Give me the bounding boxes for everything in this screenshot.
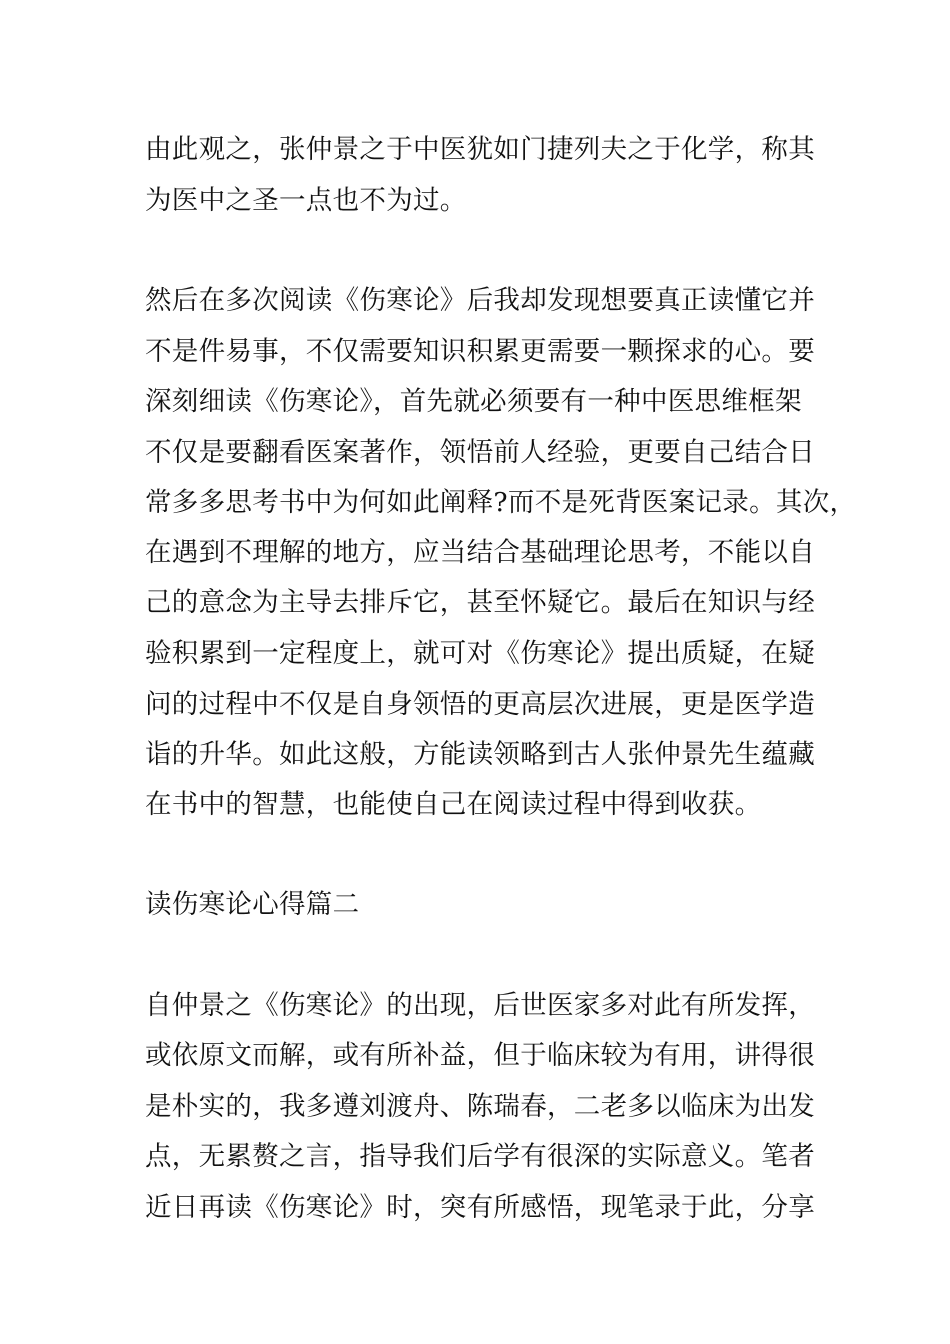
paragraph-line: 近日再读《伤寒论》时，突有所感悟，现笔录于此，分享 <box>145 1192 815 1223</box>
paragraph-line: 为医中之圣一点也不为过。 <box>145 185 467 216</box>
paragraph-line: 不仅是要翻看医案著作，领悟前人经验，更要自己结合日 <box>145 437 815 468</box>
paragraph-line: 点，无累赘之言，指导我们后学有很深的实际意义。笔者 <box>145 1141 815 1172</box>
paragraph-line: 是朴实的，我多遵刘渡舟、陈瑞春，二老多以临床为出发 <box>145 1091 815 1122</box>
paragraph-line: 诣的升华。如此这般，方能读领略到古人张仲景先生蕴藏 <box>145 739 815 770</box>
paragraph-line: 自仲景之《伤寒论》的出现，后世医家多对此有所发挥， <box>145 990 815 1021</box>
paragraph-line: 问的过程中不仅是自身领悟的更高层次进展，更是医学造 <box>145 689 815 720</box>
paragraph-line: 己的意念为主导去排斥它，甚至怀疑它。最后在知识与经 <box>145 587 815 618</box>
paragraph-line: 常多多思考书中为何如此阐释?而不是死背医案记录。其次， <box>145 487 857 518</box>
paragraph-line: 验积累到一定程度上，就可对《伤寒论》提出质疑，在疑 <box>145 638 815 669</box>
paragraph-line: 不是件易事，不仅需要知识积累更需要一颗探求的心。要 <box>145 336 815 367</box>
paragraph-line: 深刻细读《伤寒论》，首先就必须要有一种中医思维框架 <box>145 386 802 417</box>
paragraph-line: 或依原文而解，或有所补益，但于临床较为有用，讲得很 <box>145 1040 815 1071</box>
paragraph-line: 在遇到不理解的地方，应当结合基础理论思考，不能以自 <box>145 537 815 568</box>
paragraph-line: 在书中的智慧，也能使自己在阅读过程中得到收获。 <box>145 789 762 820</box>
paragraph-line: 由此观之，张仲景之于中医犹如门捷列夫之于化学，称其 <box>145 134 815 165</box>
paragraph-line: 然后在多次阅读《伤寒论》后我却发现想要真正读懂它并 <box>145 285 815 316</box>
heading-line: 读伤寒论心得篇二 <box>145 889 360 920</box>
